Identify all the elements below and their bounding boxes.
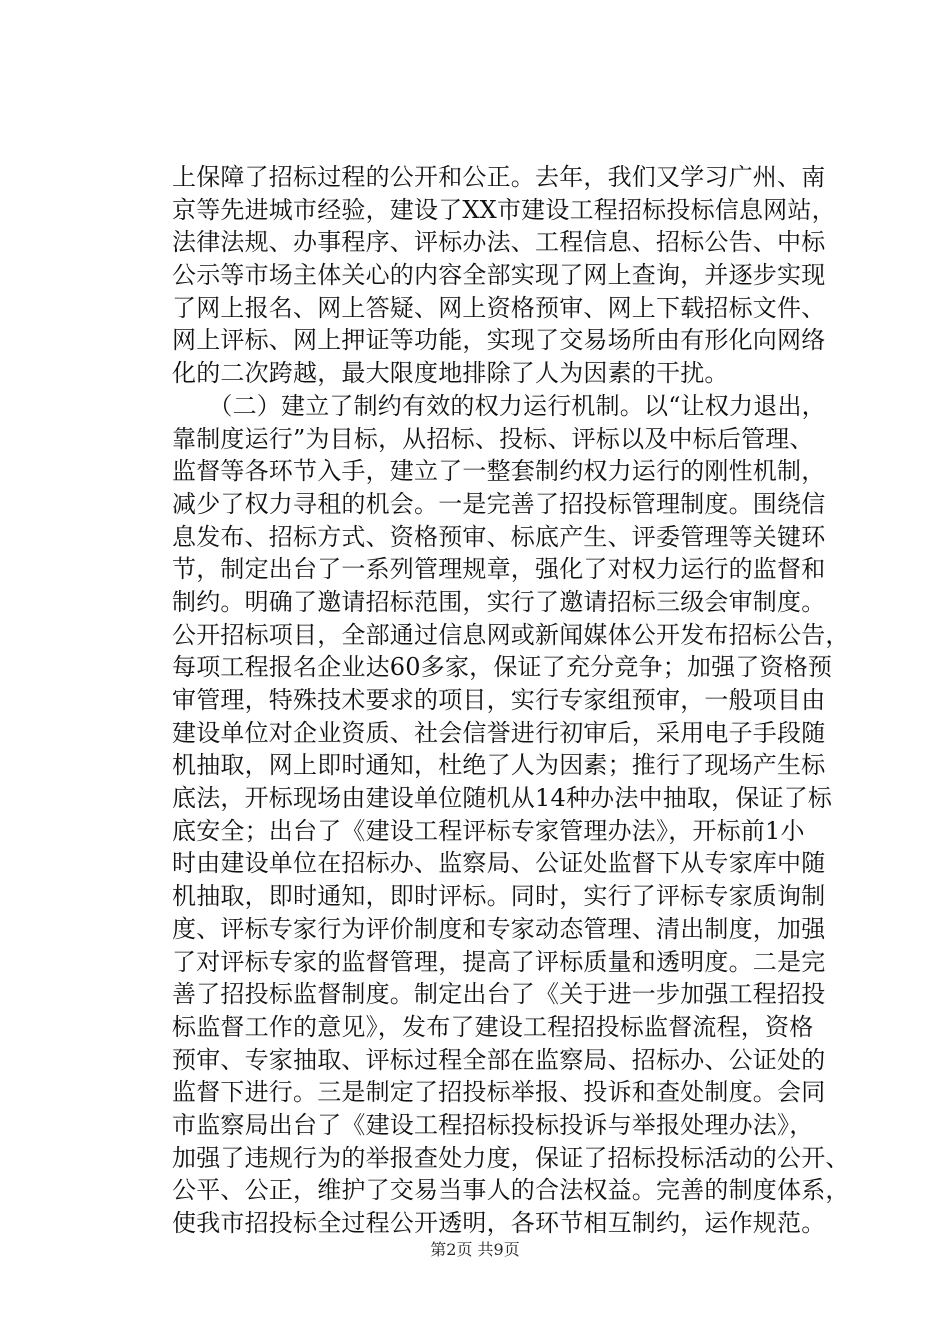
text-line: 监督下进行。三是制定了招投标举报、投诉和查处制度。会同: [172, 1078, 826, 1107]
text-line: 制约。明确了邀请招标范围，实行了邀请招标三级会审制度。: [172, 587, 826, 616]
text-line: 标监督工作的意见》，发布了建设工程招投标监督流程，资格: [172, 1012, 814, 1041]
body-text: [172, 161, 850, 1240]
text-line: 监督等各环节入手，建立了一整套制约权力运行的刚性机制，: [172, 457, 826, 486]
text-line: 时由建设单位在招标办、监察局、公证处监督下从专家库中随: [172, 849, 826, 878]
text-line: 公示等市场主体关心的内容全部实现了网上查询，并逐步实现: [172, 261, 826, 290]
text-line: 了对评标专家的监督管理，提高了评标质量和透明度。二是完: [172, 947, 826, 976]
text-line: 市监察局出台了《建设工程招标投标投诉与举报处理办法》，: [172, 1110, 814, 1139]
text-line: 每项工程报名企业达60多家，保证了充分竞争；加强了资格预: [172, 653, 833, 682]
text-line: 化的二次跨越，最大限度地排除了人为因素的干扰。: [172, 359, 729, 388]
text-line: 善了招投标监督制度。制定出台了《关于进一步加强工程招投: [172, 980, 826, 1009]
text-line: 靠制度运行”为目标，从招标、投标、评标以及中标后管理、: [172, 424, 814, 453]
text-line: 底安全；出台了《建设工程评标专家管理办法》，开标前1小: [172, 816, 805, 845]
page-number-label: 第2页 共9页: [430, 1240, 520, 1259]
text-line: 公开招标项目，全部通过信息网或新闻媒体公开发布招标公告，: [172, 620, 850, 649]
text-line: 建设单位对企业资质、社会信誉进行初审后，采用电子手段随: [172, 718, 826, 747]
text-line: 网上评标、网上押证等功能，实现了交易场所由有形化向网络: [172, 326, 826, 355]
text-line: 节，制定出台了一系列管理规章，强化了对权力运行的监督和: [172, 555, 826, 584]
text-line: 审管理，特殊技术要求的项目，实行专家组预审，一般项目由: [172, 686, 826, 714]
text-line: 机抽取，网上即时通知，杜绝了人为因素；推行了现场产生标: [172, 751, 826, 780]
text-line: 预审、专家抽取、评标过程全部在监察局、招标办、公证处的: [172, 1045, 826, 1074]
paragraph-start-line: （二）建立了制约有效的权力运行机制。以“让权力退出，: [172, 391, 826, 420]
text-line: 机抽取，即时通知，即时评标。同时，实行了评标专家质询制: [172, 882, 826, 911]
text-line: 上保障了招标过程的公开和公正。去年，我们又学习广州、南: [172, 163, 826, 191]
text-line: 底法，开标现场由建设单位随机从14种办法中抽取，保证了标: [172, 784, 833, 813]
text-line: 使我市招投标全过程公开透明，各环节相互制约，运作规范。: [172, 1209, 826, 1237]
text-line: 加强了违规行为的举报查处力度，保证了招标投标活动的公开、: [172, 1143, 850, 1172]
text-line: 京等先进城市经验，建设了XX市建设工程招标投标信息网站，: [172, 195, 836, 224]
text-line: 公平、公正，维护了交易当事人的合法权益。完善的制度体系，: [172, 1176, 850, 1205]
text-line: 度、评标专家行为评价制度和专家动态管理、清出制度，加强: [172, 914, 826, 943]
page-footer: [0, 1240, 950, 1260]
text-line: 减少了权力寻租的机会。一是完善了招投标管理制度。围绕信: [172, 489, 826, 518]
text-line: 息发布、招标方式、资格预审、标底产生、评委管理等关键环: [172, 522, 826, 551]
text-line: 法律法规、办事程序、评标办法、工程信息、招标公告、中标: [172, 228, 826, 257]
text-line: 了网上报名、网上答疑、网上资格预审、网上下载招标文件、: [172, 293, 826, 322]
